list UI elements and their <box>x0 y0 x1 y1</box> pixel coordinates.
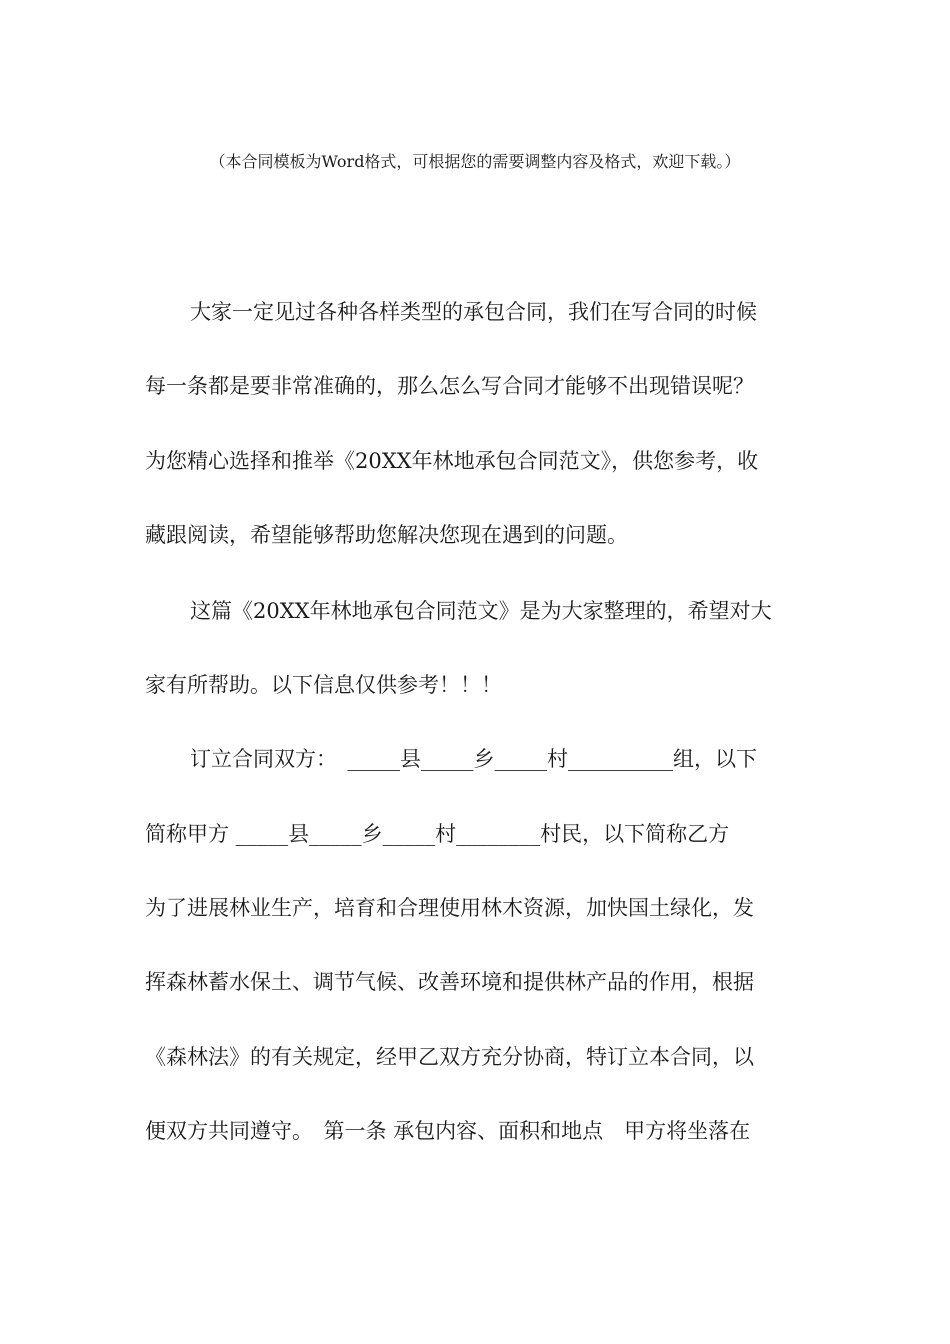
paragraph-line: 家有所帮助。以下信息仅供参考！！！ <box>145 673 502 697</box>
parties-line: 订立合同双方： _____县_____乡_____村__________组，以下 <box>190 747 757 771</box>
paragraph-line: 藏跟阅读，希望能够帮助您解决您现在遇到的问题。 <box>145 523 628 547</box>
parties-line: 简称甲方 _____县_____乡_____村________村民，以下简称乙方 <box>145 822 730 846</box>
paragraph-line: 每一条都是要非常准确的，那么怎么写合同才能够不出现错误呢？ <box>145 374 754 398</box>
paragraph-line: 这篇《20XX年林地承包合同范文》是为大家整理的，希望对大 <box>190 599 772 623</box>
paragraph-line: 为您精心选择和推举《20XX年林地承包合同范文》，供您参考，收 <box>145 449 759 473</box>
template-note: （本合同模板为Word格式，可根据您的需要调整内容及格式，欢迎下载。） <box>209 152 741 171</box>
paragraph-line: 挥森林蓄水保土、调节气候、改善环境和提供林产品的作用，根据 <box>145 970 754 994</box>
paragraph-line: 为了进展林业生产，培育和合理使用林木资源，加快国土绿化，发 <box>145 896 754 920</box>
paragraph-line: 《森林法》的有关规定，经甲乙双方充分协商，特订立本合同，以 <box>145 1045 754 1069</box>
paragraph-line: 大家一定见过各种各样类型的承包合同，我们在写合同的时候 <box>190 300 757 324</box>
paragraph-line: 便双方共同遵守。 第一条 承包内容、面积和地点 甲方将坐落在 <box>145 1119 751 1143</box>
